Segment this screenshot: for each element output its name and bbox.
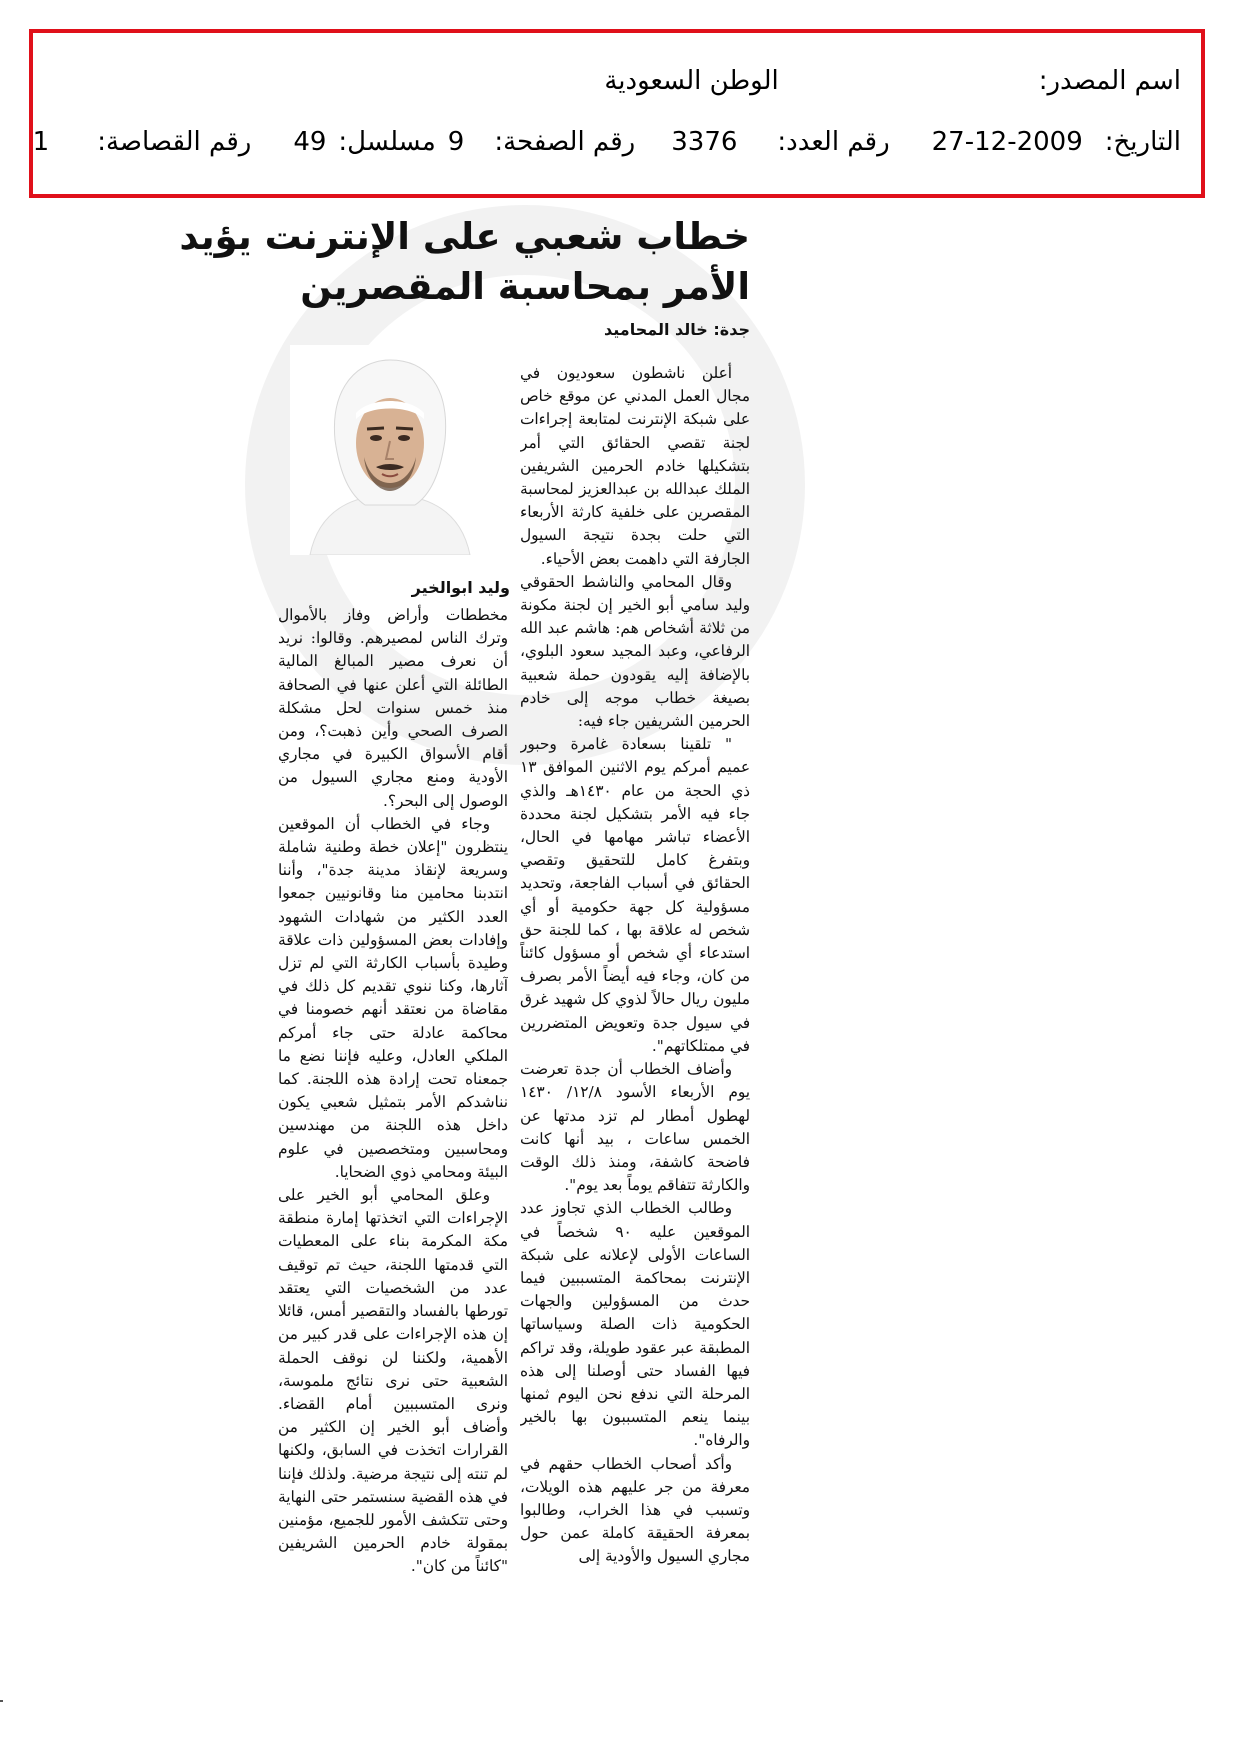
serial-value: 49 <box>293 127 327 157</box>
source-label: اسم المصدر: <box>1038 66 1181 96</box>
article-byline: جدة: خالد المحاميد <box>604 320 750 339</box>
clip-label: رقم القصاصة: <box>97 127 252 157</box>
article-headline <box>179 212 750 312</box>
paragraph: وجاء في الخطاب أن الموقعين ينتظرون "إعلان خطة وطنية شاملة وسريعة لإنقاذ مدينة جدة"، وأننا انتدبنا محامين منا وقانونيين جمعوا العدد الكثير من شهادات الشهود وإفادات بعض المسؤولين ذات علاقة وطيدة بأسباب الكارثة التي لم تزل آثارها، وكنا ننوي تقديم كل ذلك في مقاضاة من نعتقد أنهم خصومنا في محاكمة عادلة حتى جاء أمركم الملكي العادل، وعليه فإننا نضع ما جمعناه تحت إرادة هذه اللجنة. كما نناشدكم الأمر بتمثيل شعبي يكون داخل هذه اللجنة من مهندسين ومحاسبين ومتخصصين في علوم البيئة ومحامي ذوي الضحايا. <box>278 814 508 1181</box>
person-portrait-icon <box>290 345 490 555</box>
issue-label: رقم العدد: <box>777 127 890 157</box>
source-row <box>53 61 1181 101</box>
paragraph: أعلن ناشطون سعوديون في مجال العمل المدني عن موقع خاص على شبكة الإنترنت لمتابعة إجراءات لجنة تقصي الحقائق التي أمر بتشكيلها خادم الحرمين الشريفين الملك عبدالله بن عبدالعزيز لمحاسبة المقصرين على خلفية كارثة الأربعاء التي حلت بجدة نتيجة السيول الجارفة التي داهمت بعض الأحياء. <box>520 364 750 568</box>
paragraph: وأضاف الخطاب أن جدة تعرضت يوم الأربعاء الأسود ١٢/٨/ ١٤٣٠ لهطول أمطار لم تزد مدتها عن الخمس ساعات ، بيد أنها كانت فاضحة كاشفة، ومنذ ذلك الوقت والكارثة تتفاقم يوماً بعد يوم". <box>520 1060 750 1195</box>
paragraph: " تلقينا بسعادة غامرة وحبور عميم أمركم يوم الاثنين الموافق ١٣ ذي الحجة من عام ١٤٣٠هـ والذي جاء فيه الأمر بتشكيل لجنة محددة الأعضاء تباشر مهامها في الحال، وبتفرغ كامل للتحقيق وتقصي الحقائق في أسباب الفاجعة، وتحديد مسؤولية كل جهة حكومية أو أي شخص له علاقة بها ، كما للجنة حق استدعاء أي شخص أو مسؤول كائناً من كان، وجاء فيه أيضاً الأمر بصرف مليون ريال حالاً لذوي كل شهيد غرق في سيول جدة وتعويض المتضررين في ممتلكاتهم". <box>520 735 750 1055</box>
paragraph: وأكد أصحاب الخطاب حقهم في معرفة من جر عليهم هذه الويلات، وتسبب في هذا الخراب، وطالبوا بمعرفة الحقيقة كاملة عمن حول مجاري السيول والأودية إلى <box>520 1454 750 1566</box>
details-row <box>32 119 1181 165</box>
article-column-right <box>520 362 750 1597</box>
date-label: التاريخ: <box>1104 127 1181 157</box>
headline-line-1: خطاب شعبي على الإنترنت يؤيد <box>179 215 750 258</box>
serial-label: مسلسل: <box>338 127 436 157</box>
paragraph: مخططات وأراض وفاز بالأموال وترك الناس لمصيرهم. وقالوا: نريد أن نعرف مصير المبالغ المالية الطائلة التي أعلن عنها في الصحافة منذ خمس سنوات لحل مشكلة الصرف الصحي وأين ذهبت؟، ومن أقام الأسواق الكبيرة في مجاري الأودية ومنع مجاري السيول من الوصول إلى البحر؟. <box>278 606 508 810</box>
paragraph: وعلق المحامي أبو الخير على الإجراءات التي اتخذتها إمارة منطقة مكة المكرمة بناء على المعطيات التي قدمتها اللجنة، حيث تم توقيف عدد من الشخصيات التي يعتقد تورطها بالفساد والتقصير أمس، قائلا إن هذه الإجراءات على قدر كبير من الأهمية، ولكننا لن نوقف الحملة الشعبية حتى نرى نتائج ملموسة، ونرى المتسببين أمام القضاء. وأضاف أبو الخير إن الكثير من القرارات اتخذت في السابق، ولكنها لم تنته إلى نتيجة مرضية. ولذلك فإننا في هذه القضية سنستمر حتى النهاية وحتى تتكشف الأمور للجميع، مؤمنين بمقولة خادم الحرمين الشريفين "كائناً من كان". <box>278 1186 508 1576</box>
photo-caption: وليد ابوالخير <box>411 578 510 597</box>
scan-mark <box>0 1700 3 1702</box>
clip-value: 1 <box>32 127 50 157</box>
date-value: 27-12-2009 <box>931 127 1083 157</box>
headline-line-2: الأمر بمحاسبة المقصرين <box>300 265 750 308</box>
page-label: رقم الصفحة: <box>494 127 636 157</box>
paragraph: وقال المحامي والناشط الحقوقي وليد سامي أبو الخير إن لجنة مكونة من ثلاثة أشخاص هم: هاشم عبد الله الرفاعي، وعبد المجيد سعود البلوي، بالإضافة إليه يقودون حملة شعبية بصيغة خطاب موجه إلى خادم الحرمين الشريفين جاء فيه: <box>520 572 750 731</box>
page-value: 9 <box>447 127 465 157</box>
portrait-photo <box>290 345 490 555</box>
article-column-left <box>278 604 508 1599</box>
clipping-metadata-box <box>29 29 1205 198</box>
source-value: الوطن السعودية <box>604 66 779 96</box>
paragraph: وطالب الخطاب الذي تجاوز عدد الموقعين عليه ٩٠ شخصاً في الساعات الأولى لإعلانه على شبكة الإنترنت بمحاكمة المتسببين فيما حدث من المسؤولين والجهات الحكومية ذات الصلة وسياساتها المطبقة عبر عقود طويلة، وقد تراكم فيها الفساد حتى أوصلنا إلى هذه المرحلة التي ندفع نحن اليوم ثمنها بينما ينعم المتسببون بها بالخير والرفاه". <box>520 1199 750 1450</box>
issue-value: 3376 <box>671 127 738 157</box>
